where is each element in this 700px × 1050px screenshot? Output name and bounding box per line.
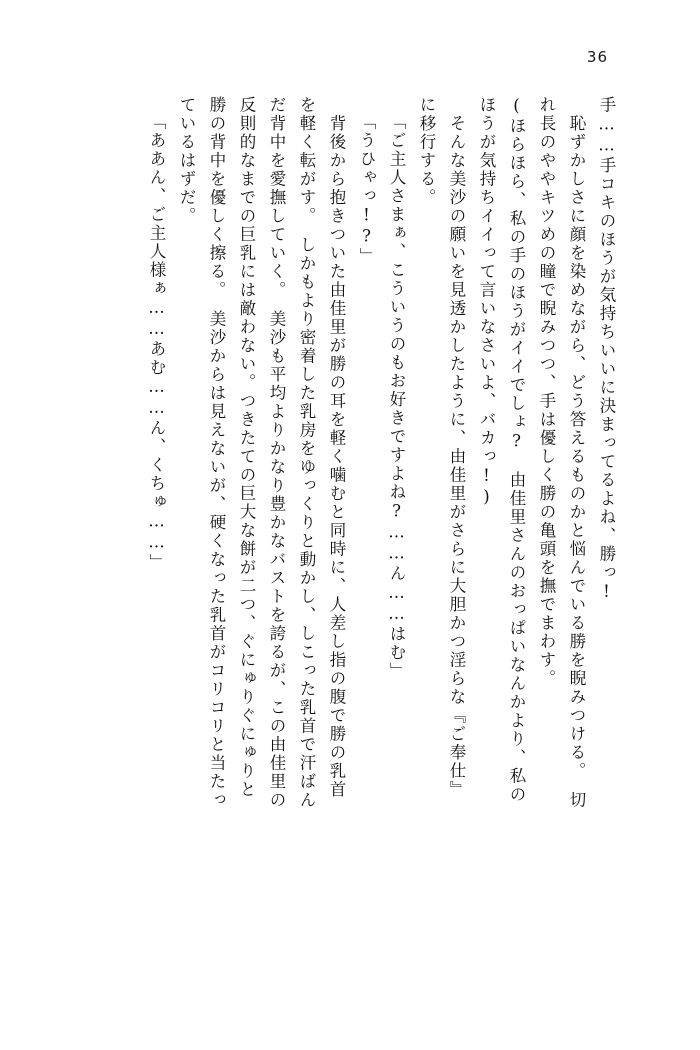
text-line: 反則的なまでの巨乳には敵わない。つきたての巨大な餅が二つ、ぐにゅりぐにゅりと: [237, 96, 256, 799]
text-line: 背後から抱きついた由佳里が勝の耳を軽く噛むと同時に、人差し指の腹で勝の乳首: [327, 96, 346, 799]
text-line: そんな美沙の願いを見透かしたように、由佳里がさらに大胆かつ淫らな『ご奉仕』: [447, 96, 466, 799]
body-text: [134, 96, 614, 936]
text-line: に移行する。: [417, 96, 436, 207]
text-line: 「ご主人さまぁ、こういうのもお好きですよね?……ん……はむ」: [387, 113, 406, 681]
text-line: 勝の背中を優しく擦る。 美沙からは見えないが、硬くなった乳首がコリコリと当たっ: [207, 96, 226, 810]
text-line: 手……手コキのほうが気持ちいいに決まってるよね、勝っ!: [597, 96, 616, 603]
text-line: れ長のややキツめの瞳で睨みつつ、手は優しく勝の亀頭を撫でまわす。: [537, 96, 556, 688]
text-line: だ背中を愛撫していく。 美沙も平均よりかなり豊かなバストを誇るが、この由佳里の: [267, 96, 286, 810]
text-line: ほうが気持ちイイって言いなさいよ、バカっ!): [477, 96, 496, 508]
text-line: 「ああん、ご主人様ぁ……あむ……ん、くちゅ……」: [147, 113, 166, 572]
page-number: 36: [586, 48, 608, 66]
text-line: (ほらほら、私の手のほうがイイでしょ? 由佳里さんのおっぱいなんかより、私の: [507, 96, 526, 804]
text-line: 恥ずかしさに顔を染めながら、どう答えるものかと悩んでいる勝を睨みつける。 切: [567, 96, 586, 810]
text-line: ているはずだ。: [177, 96, 196, 226]
text-line: 「うひゃっ!?」: [357, 113, 376, 266]
text-line: を軽く転がす。 しかもより密着した乳房をゆっくりと動かし、しこった乳首で汗ばん: [297, 96, 316, 810]
